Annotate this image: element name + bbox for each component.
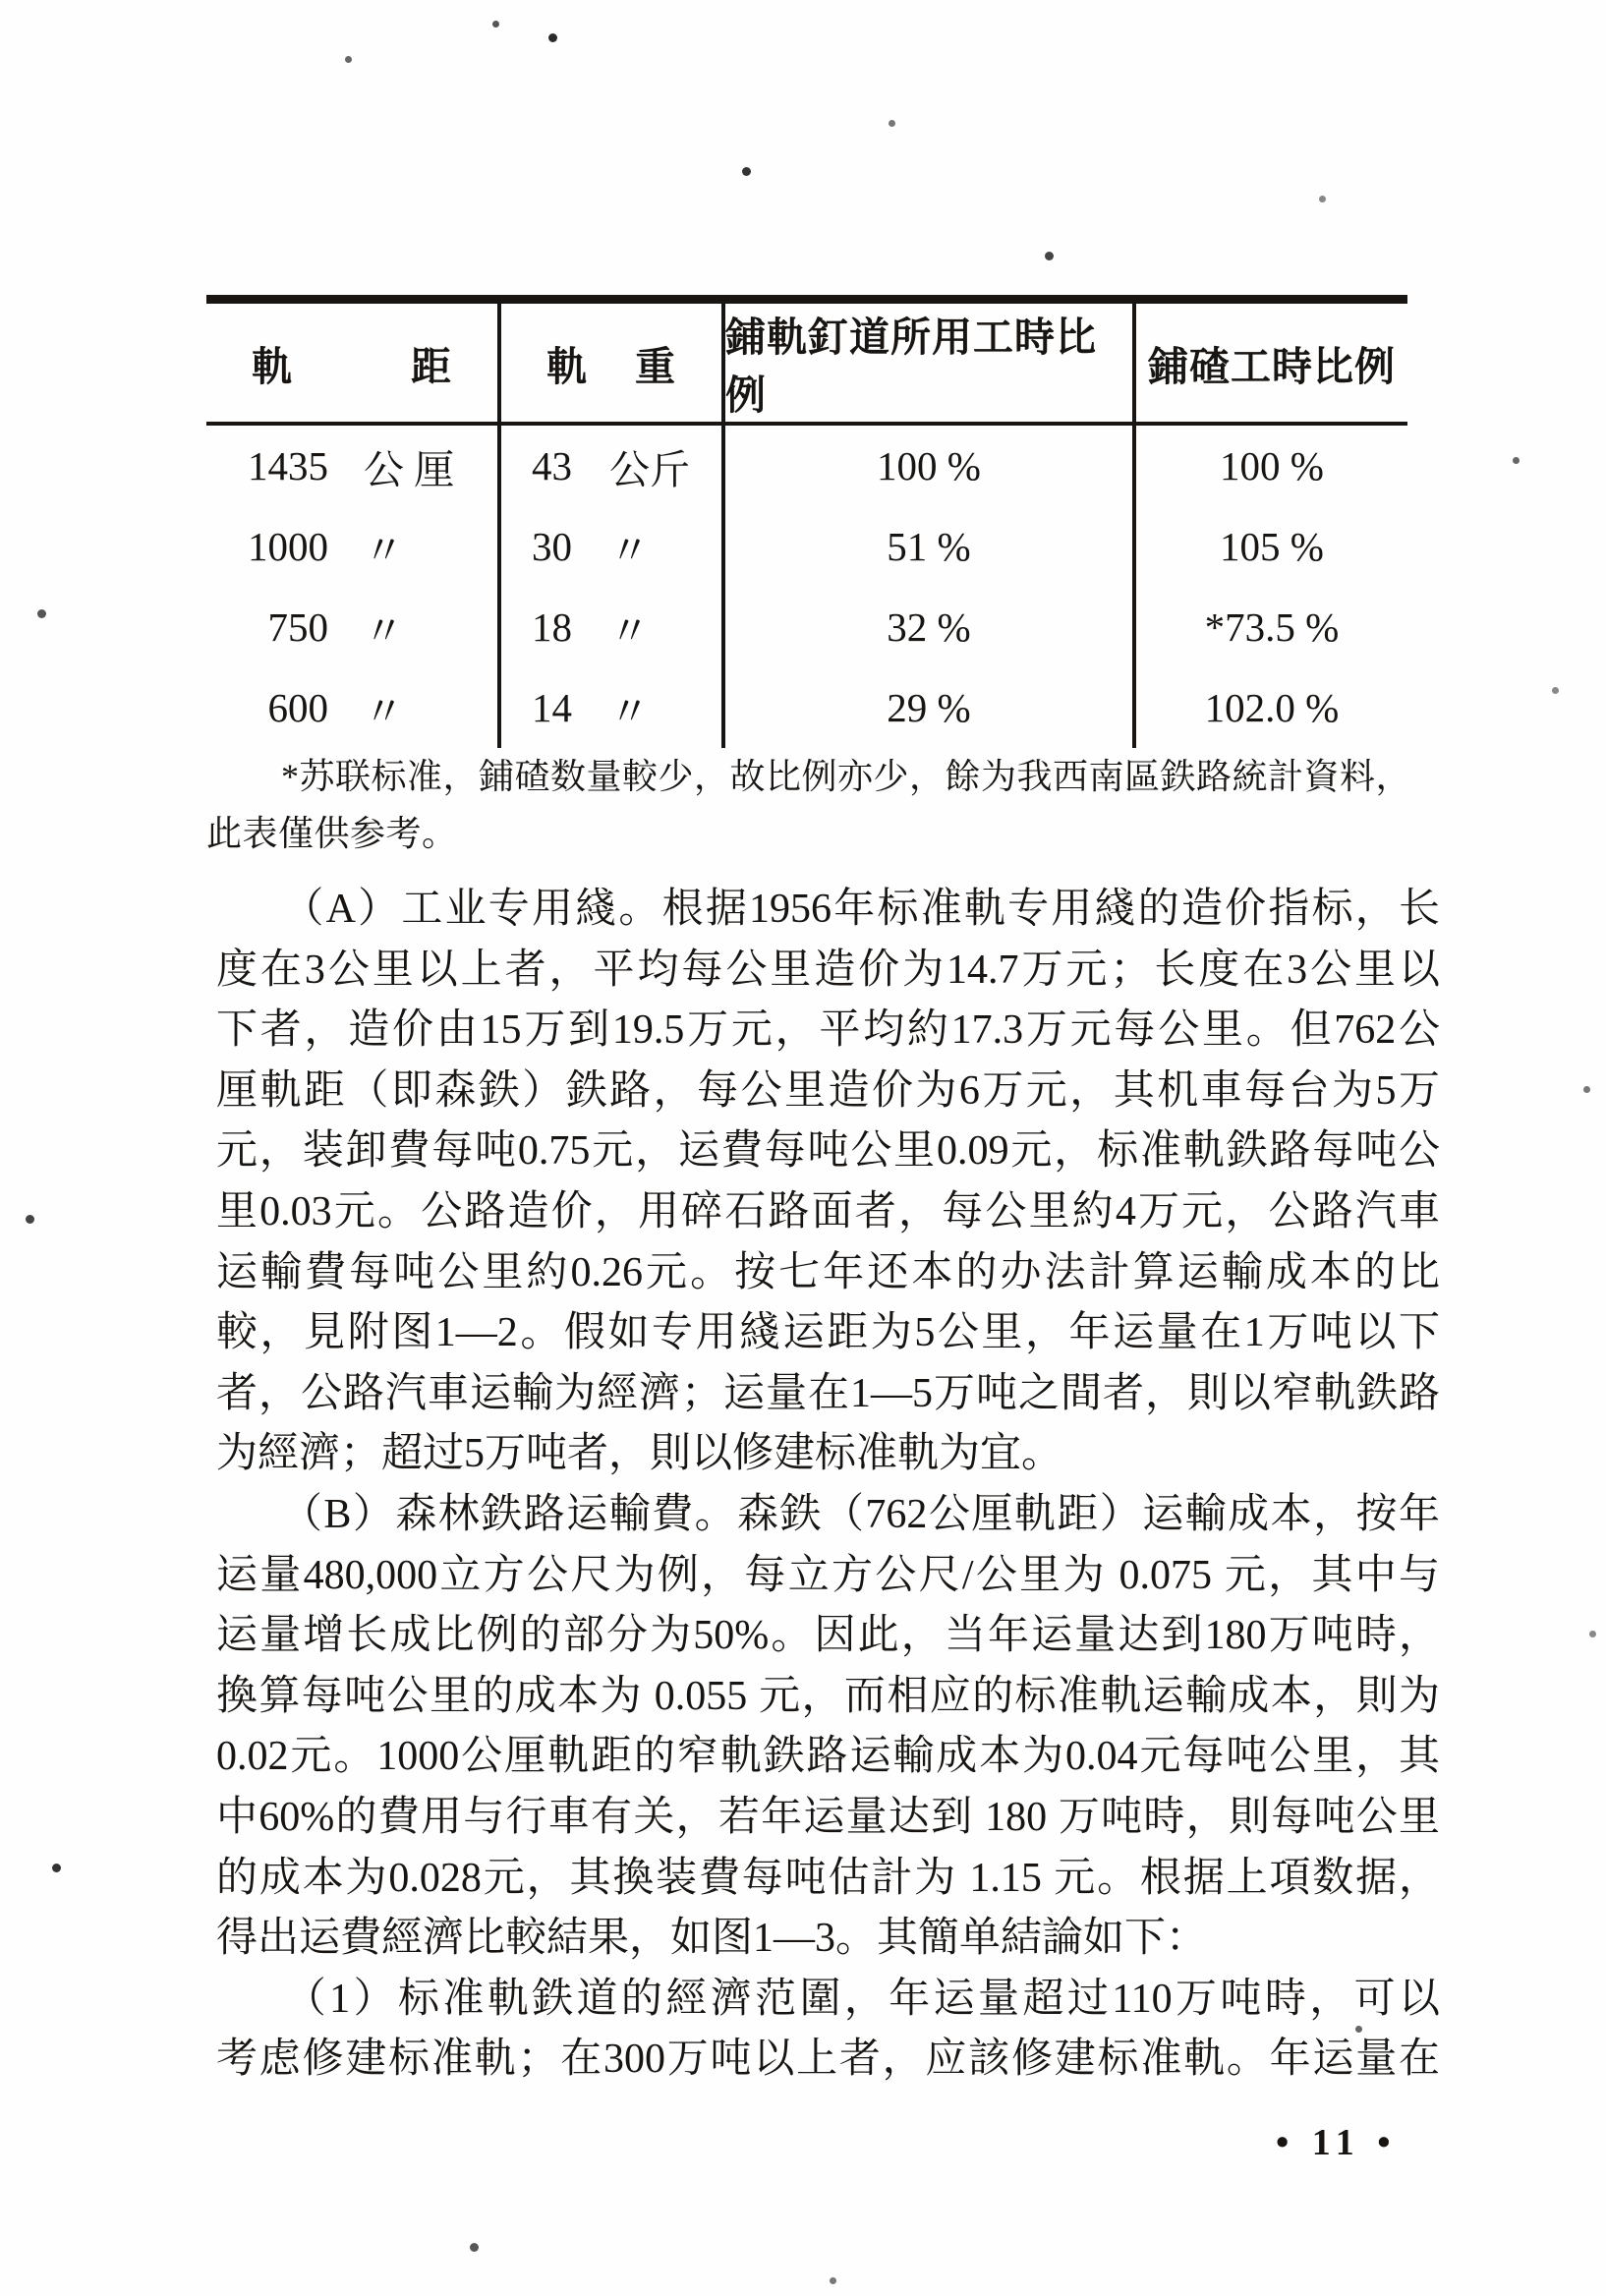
body-line: 运量480,000立方公尺为例，每立方公尺/公里为 0.075 元，其中与	[216, 1552, 1440, 1598]
table-cell-track-pct: 32 %	[725, 587, 1136, 667]
weight-value: 18	[532, 604, 572, 650]
gauge-value: 600	[267, 685, 328, 730]
table-cell-gauge	[206, 587, 501, 667]
body-line: （B）森林鉄路运輸費。森鉄（762公厘軌距）运輸成本，按年	[216, 1491, 1440, 1537]
table-cell-track-pct: 51 %	[725, 506, 1136, 587]
table-cell-track-pct: 100 %	[725, 426, 1136, 506]
body-line: 較，見附图1—2。假如专用綫运距为5公里，年运量在1万吨以下	[216, 1310, 1440, 1356]
table-cell-track-pct: 29 %	[725, 667, 1136, 748]
table-cell-weight	[501, 506, 725, 587]
table-cell-ballast-pct: 100 %	[1220, 443, 1324, 488]
footnote-line: *苏联标准，鋪碴数量較少，故比例亦少，餘为我西南區鉄路統計資料，	[281, 757, 1412, 796]
body-line: 运量增长成比例的部分为50%。因此，当年运量达到180万吨時，	[216, 1613, 1440, 1659]
body-line: （1）标准軌鉄道的經濟范圍，年运量超过110万吨時，可以	[216, 1976, 1440, 2022]
header-gauge-char1: 軌	[252, 343, 293, 389]
body-line: 里0.03元。公路造价，用碎石路面者，每公里約4万元，公路汽車	[216, 1188, 1440, 1234]
table-cell-ballast-pct: 105 %	[1220, 524, 1324, 569]
header-cell-gauge	[206, 304, 501, 422]
body-line: 考虑修建标准軌；在300万吨以上者，应該修建标准軌。年运量在	[216, 2037, 1440, 2083]
table-cell-weight	[501, 587, 725, 667]
body-line: （A）工业专用綫。根据1956年标准軌专用綫的造价指标，长	[216, 887, 1440, 932]
body-line: 的成本为0.028元，其換装費每吨估計为 1.15 元。根据上項数据，	[216, 1855, 1440, 1901]
weight-value: 14	[532, 685, 572, 730]
table-cell-weight	[501, 667, 725, 748]
body-line: 元，装卸費每吨0.75元，运費每吨公里0.09元，标准軌鉄路每吨公	[216, 1128, 1440, 1175]
gauge-value: 750	[267, 604, 328, 650]
body-text	[216, 880, 1440, 2091]
table-cell-gauge	[206, 506, 501, 587]
body-line: 厘軌距（即森鉄）鉄路，每公里造价为6万元，其机車每台为5万	[216, 1067, 1440, 1114]
header-weight-char2: 重	[635, 343, 676, 389]
table-footnote	[206, 748, 1412, 862]
table-cell-gauge	[206, 426, 501, 506]
header-cell-ballast-hours: 鋪碴工時比例	[1148, 343, 1396, 389]
header-gauge-char2: 距	[411, 343, 452, 389]
gauge-value: 1435	[248, 443, 328, 488]
table-body	[206, 426, 1407, 748]
table-header-row	[206, 304, 1407, 426]
header-cell-rail-weight	[501, 304, 725, 422]
body-line: 者，公路汽車运輸为經濟；运量在1—5万吨之間者，則以窄軌鉄路	[216, 1370, 1440, 1416]
weight-unit: 〃	[609, 688, 650, 734]
body-line: 度在3公里以上者，平均每公里造价为14.7万元；长度在3公里以	[216, 947, 1440, 993]
footnote-line: 此表僅供参考。	[206, 814, 458, 853]
weight-value: 43	[532, 443, 572, 488]
table-cell-ballast-pct: *73.5 %	[1204, 604, 1340, 650]
body-line: 換算每吨公里的成本为 0.055 元，而相应的标准軌运輸成本，則为	[216, 1673, 1440, 1719]
header-weight-char1: 軌	[546, 343, 588, 389]
body-line: 中60%的費用与行車有关，若年运量达到 180 万吨時，則每吨公里	[216, 1794, 1440, 1840]
weight-unit: 公斤	[609, 446, 690, 492]
weight-value: 30	[532, 524, 572, 569]
body-line: 为經濟；超过5万吨者，則以修建标准軌为宜。	[216, 1431, 1063, 1477]
table-cell-weight	[501, 426, 725, 506]
page-number: • 11 •	[1276, 2122, 1398, 2163]
header-cell-tracklaying-hours: 鋪軌釘道所用工時比例	[725, 304, 1136, 422]
rail-gauge-labor-table	[206, 295, 1407, 748]
body-line: 0.02元。1000公厘軌距的窄軌鉄路运輸成本为0.04元每吨公里，其	[216, 1734, 1440, 1780]
body-line: 得出运費經濟比較結果，如图1—3。其簡单結論如下：	[216, 1916, 1208, 1962]
body-line: 运輸費每吨公里約0.26元。按七年还本的办法計算运輸成本的比	[216, 1249, 1440, 1295]
table-cell-gauge	[206, 667, 501, 748]
gauge-unit: 公 厘	[364, 446, 455, 492]
gauge-unit: 〃	[364, 527, 404, 573]
gauge-value: 1000	[248, 524, 328, 569]
gauge-unit: 〃	[364, 688, 404, 734]
weight-unit: 〃	[609, 607, 650, 654]
weight-unit: 〃	[609, 527, 650, 573]
body-line: 下者，造价由15万到19.5万元，平均約17.3万元每公里。但762公	[216, 1007, 1440, 1054]
table-cell-ballast-pct: 102.0 %	[1204, 685, 1340, 730]
scan-noise	[0, 0, 5, 5]
gauge-unit: 〃	[364, 607, 404, 654]
